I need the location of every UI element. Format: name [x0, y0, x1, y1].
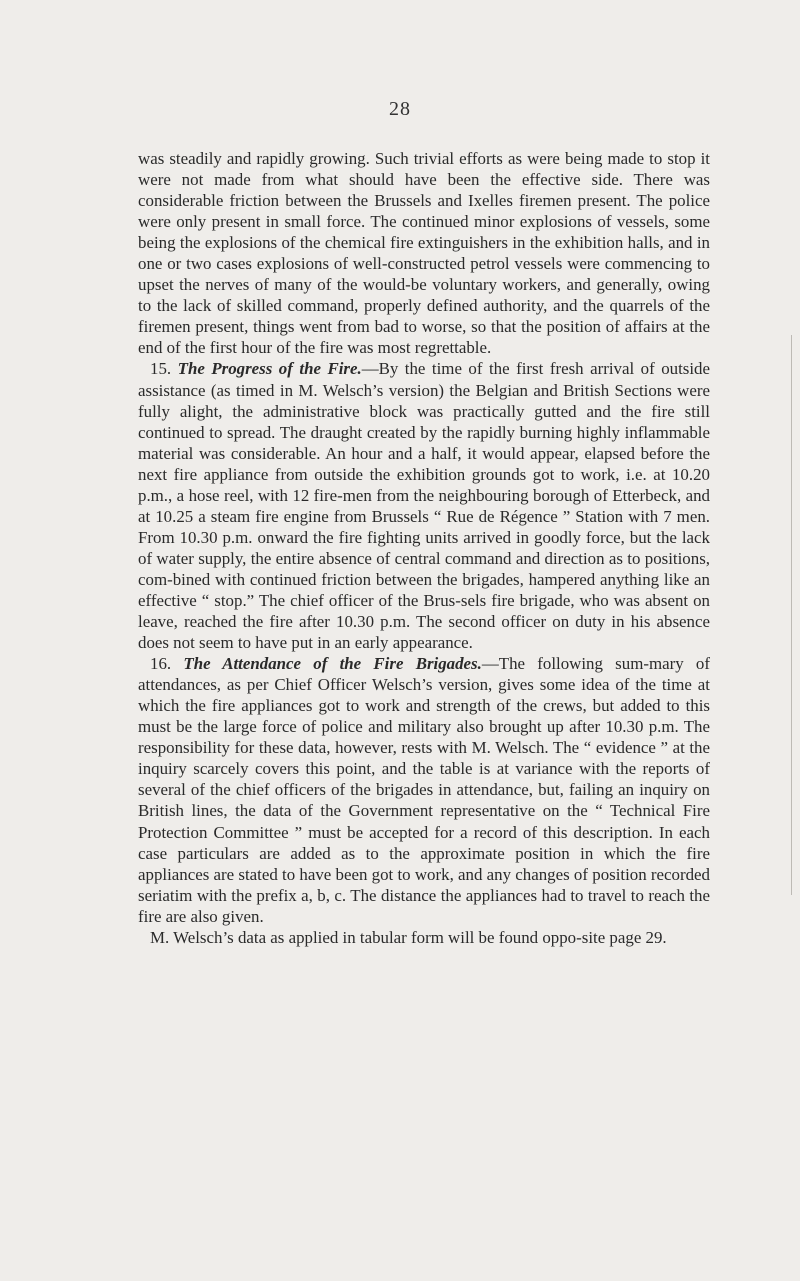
paragraph-continuation — [138, 148, 710, 358]
body-text — [138, 148, 710, 948]
section-title: The Attendance of the Fire Brigades. — [183, 654, 482, 674]
paragraph-text: —By the time of the first fresh arrival of outside assistance (as timed in M. Welsch’s version) the Belgian and British Sections were fully alight, the administrative block was practically gutted and the fire still continued to spread. The draught created by the rapidly burning highly inflammable material was considerable. An hour and a half, it would appear, elapsed before the next fire appliance from outside the exhibition grounds got to work, i.e. at 10.20 p.m., a hose reel, with 12 fire-men from the neighbouring borough of Etterbeck, and at 10.25 a steam fire engine from Brussels “ Rue de Régence ” Station with 7 men. From 10.30 p.m. onward the fire fighting units arrived in goodly force, but the lack of water supply, the entire absence of central command and direction as to positions, com-bined with continued friction between the brigades, hampered anything like an effective “ stop.” The chief officer of the Brus-sels fire brigade, who was absent on leave, reached the fire after 10.30 p.m. The second officer on duty in his absence does not seem to have put in an early appearance. — [138, 359, 710, 653]
paragraph-closing — [138, 927, 710, 948]
paragraph-15 — [138, 358, 710, 653]
paragraph-16 — [138, 653, 710, 927]
paragraph-text: —The following sum-mary of attendances, as per Chief Officer Welsch’s version, gives some idea of the time at which the fire appliances got to work and strength of the crews, but added to this must be the large force of police and military also brought up after 10.30 p.m. The responsibility for these data, however, rests with M. Welsch. The “ evidence ” at the inquiry scarcely covers this point, and the table is at variance with the reports of several of the chief officers of the brigades in attendance, but, failing an inquiry on British lines, the data of the Government representative on the “ Technical Fire Protection Committee ” must be accepted for a record of this description. In each case particulars are added as to the approximate position in which the fire appliances are stated to have been got to work, and any changes of position recorded seriatim with the prefix a, b, c. The distance the appliances had to travel to reach the fire are also given. — [138, 654, 710, 926]
section-title: The Progress of the Fire. — [177, 359, 362, 379]
paragraph-text: was steadily and rapidly growing. Such trivial efforts as were being made to stop it were not made from what should have been the effective side. There was considerable friction between the Brussels and Ixelles firemen present. The police were only present in small force. The continued minor explosions of vessels, some being the explosions of the chemical fire extinguishers in the exhibition halls, and in one or two cases explosions of well-constructed petrol vessels were commencing to upset the nerves of many of the would-be voluntary workers, and generally, owing to the lack of skilled command, properly defined authority, and the quarrels of the firemen present, things went from bad to worse, so that the position of affairs at the end of the first hour of the fire was most regrettable. — [138, 149, 710, 358]
section-number: 15. — [150, 359, 172, 379]
page-number: 28 — [389, 98, 411, 120]
section-number: 16. — [150, 654, 172, 674]
page-edge-line — [791, 335, 792, 895]
paragraph-text: M. Welsch’s data as applied in tabular form will be found oppo-site page 29. — [150, 927, 667, 947]
